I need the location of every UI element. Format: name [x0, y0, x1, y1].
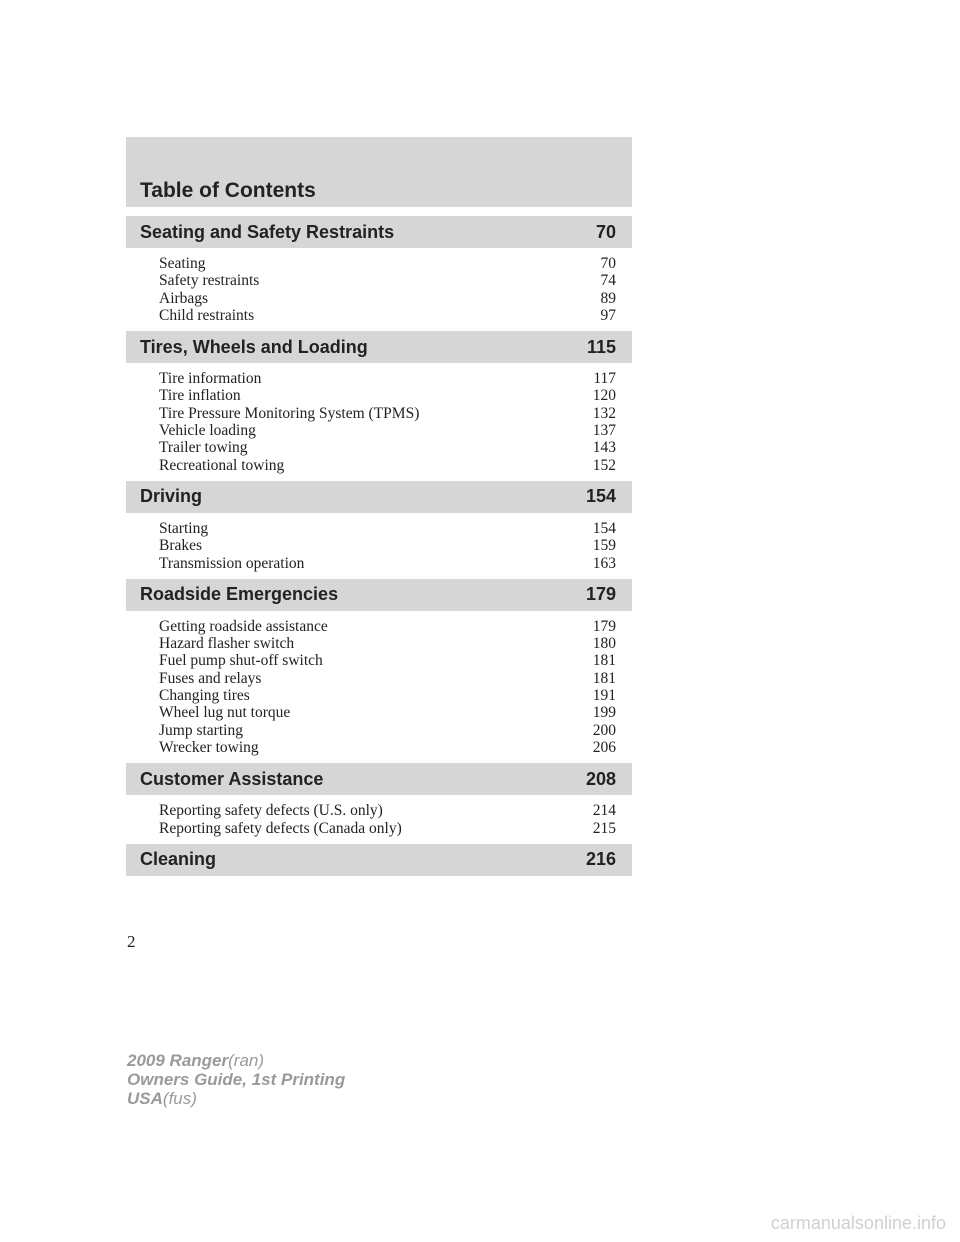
section-title: Tires, Wheels and Loading [140, 336, 368, 357]
section-page: 208 [585, 768, 616, 789]
section-entries [126, 513, 632, 579]
section-header[interactable] [126, 331, 632, 363]
entry-label: Starting [159, 519, 209, 537]
entry-label: Reporting safety defects (U.S. only) [159, 802, 383, 820]
entry-label: Transmission operation [159, 554, 305, 572]
footer-model-code: (ran) [228, 1051, 265, 1070]
toc-entry[interactable] [159, 290, 616, 307]
toc-entry[interactable] [159, 670, 616, 687]
footer-print-info [127, 1051, 345, 1108]
entry-label: Trailer towing [159, 439, 248, 457]
entry-page: 97 [600, 306, 616, 324]
section-page: 216 [585, 849, 616, 870]
section-title: Driving [140, 486, 203, 507]
page-number: 2 [127, 932, 136, 951]
footer-market-code: (fus) [162, 1089, 197, 1108]
entry-label: Tire inflation [159, 387, 241, 405]
section-page: 154 [585, 486, 616, 507]
section-header[interactable] [126, 216, 632, 248]
section-entries [126, 248, 632, 331]
entry-page: 180 [592, 635, 616, 653]
section-title: Customer Assistance [140, 768, 324, 789]
entry-page: 181 [592, 669, 616, 687]
entry-page: 214 [592, 802, 616, 820]
entry-label: Brakes [159, 537, 203, 555]
entry-label: Airbags [159, 289, 209, 307]
toc-entry[interactable] [159, 652, 616, 669]
entry-label: Wheel lug nut torque [159, 704, 291, 722]
toc-entry[interactable] [159, 739, 616, 756]
entry-label: Fuses and relays [159, 669, 262, 687]
entry-label: Hazard flasher switch [159, 635, 295, 653]
toc-entry[interactable] [159, 255, 616, 272]
entry-label: Getting roadside assistance [159, 617, 328, 635]
entry-label: Tire information [159, 370, 262, 388]
entry-label: Fuel pump shut-off switch [159, 652, 323, 670]
entry-label: Safety restraints [159, 272, 260, 290]
entry-label: Wrecker towing [159, 738, 259, 756]
footer-market: USA [127, 1089, 163, 1108]
toc-entry[interactable] [159, 422, 616, 439]
toc-entry[interactable] [159, 555, 616, 572]
toc-entry[interactable] [159, 439, 616, 456]
section-header[interactable] [126, 763, 632, 795]
entry-page: 74 [600, 272, 616, 290]
toc-entry[interactable] [159, 618, 616, 635]
toc-entry[interactable] [159, 704, 616, 721]
entry-page: 137 [592, 422, 616, 440]
entry-page: 159 [592, 537, 616, 555]
section-header[interactable] [126, 481, 632, 513]
entry-page: 89 [600, 289, 616, 307]
toc-entry[interactable] [159, 387, 616, 404]
section-page: 179 [585, 584, 616, 605]
entry-page: 163 [592, 554, 616, 572]
toc-list [126, 216, 632, 883]
footer-model: 2009 Ranger [127, 1051, 229, 1070]
toc-entry[interactable] [159, 802, 616, 819]
entry-page: 143 [592, 439, 616, 457]
toc-entry[interactable] [159, 687, 616, 704]
section-entries [126, 795, 632, 844]
entry-label: Seating [159, 255, 206, 272]
page-title: Table of Contents [140, 179, 316, 202]
footer-edition: Owners Guide, 1st Printing [127, 1070, 346, 1089]
toc-entry[interactable] [159, 820, 616, 837]
toc-entry[interactable] [159, 537, 616, 554]
section-page: 70 [595, 221, 616, 242]
section-title: Seating and Safety Restraints [140, 221, 395, 242]
watermark[interactable]: carmanualsonline.info [770, 1213, 946, 1233]
section-page: 115 [586, 336, 616, 357]
toc-entry[interactable] [159, 307, 616, 324]
entry-page: 70 [600, 255, 616, 272]
toc-entry[interactable] [159, 520, 616, 537]
toc-entry[interactable] [159, 635, 616, 652]
entry-label: Recreational towing [159, 456, 285, 474]
entry-page: 191 [592, 687, 616, 705]
toc-entry[interactable] [159, 722, 616, 739]
entry-label: Changing tires [159, 687, 250, 705]
entry-page: 120 [592, 387, 616, 405]
entry-page: 181 [592, 652, 616, 670]
entry-page: 152 [592, 456, 616, 474]
section-header[interactable] [126, 579, 632, 611]
entry-page: 154 [592, 519, 616, 537]
toc-entry[interactable] [159, 272, 616, 289]
section-title: Cleaning [140, 849, 217, 870]
entry-page: 179 [592, 617, 616, 635]
entry-label: Vehicle loading [159, 422, 256, 440]
entry-page: 200 [592, 721, 616, 739]
toc-entry[interactable] [159, 370, 616, 387]
section-header[interactable] [126, 844, 632, 876]
toc-title-box [126, 137, 632, 207]
entry-label: Jump starting [159, 721, 243, 739]
entry-label: Reporting safety defects (Canada only) [159, 819, 402, 837]
entry-page: 132 [592, 404, 616, 422]
entry-page: 117 [593, 370, 616, 388]
entry-label: Child restraints [159, 306, 255, 324]
section-title: Roadside Emergencies [140, 584, 339, 605]
entry-page: 199 [592, 704, 616, 722]
entry-page: 215 [592, 819, 616, 837]
section-entries [126, 363, 632, 481]
section-entries [126, 611, 632, 763]
toc-entry[interactable] [159, 405, 616, 422]
entry-label: Tire Pressure Monitoring System (TPMS) [159, 404, 420, 422]
toc-entry[interactable] [159, 457, 616, 474]
entry-page: 206 [592, 738, 616, 756]
